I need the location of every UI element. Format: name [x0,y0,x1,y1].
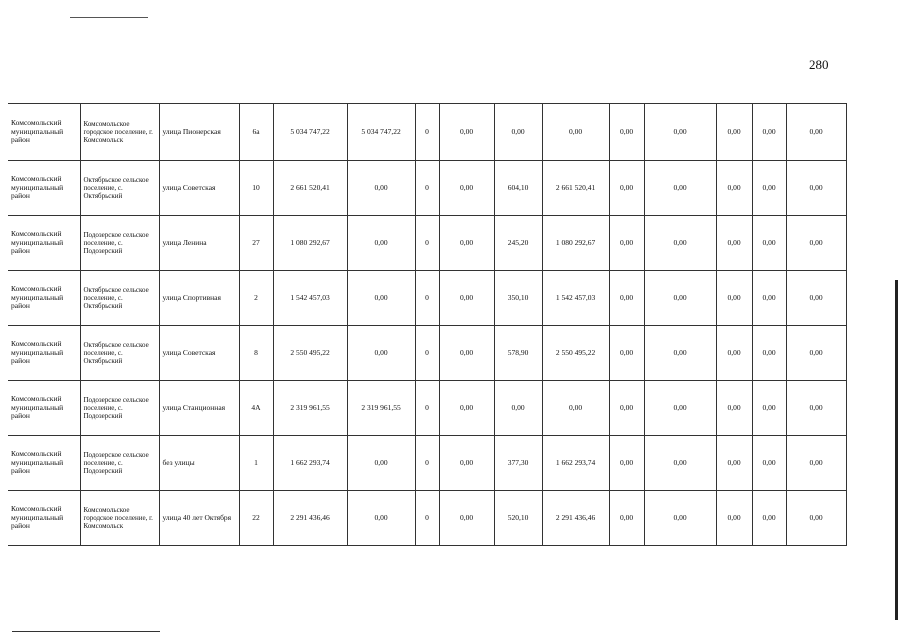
value-cell: 0,00 [439,271,494,326]
value-cell: 0,00 [609,271,644,326]
house-number-cell: 10 [239,161,273,216]
district-cell: Комсомольский муниципальный район [8,216,80,271]
value-cell: 0,00 [752,381,786,436]
value-cell: 0,00 [752,104,786,161]
value-cell: 0,00 [439,216,494,271]
value-cell: 0,00 [752,216,786,271]
value-cell: 0,00 [786,161,846,216]
value-cell: 0,00 [439,326,494,381]
value-cell: 0,00 [439,161,494,216]
value-cell: 0,00 [786,326,846,381]
value-cell: 0,00 [644,491,716,546]
value-cell: 0,00 [644,104,716,161]
value-cell: 0,00 [644,381,716,436]
value-cell: 0,00 [609,216,644,271]
house-number-cell: 6а [239,104,273,161]
value-cell: 0,00 [347,436,415,491]
street-cell: улица Советская [159,161,239,216]
street-cell: улица Спортивная [159,271,239,326]
value-cell: 0,00 [609,436,644,491]
value-cell: 0,00 [347,161,415,216]
value-cell: 0,00 [716,161,752,216]
value-cell: 0,00 [644,271,716,326]
table-row [8,161,846,216]
value-cell: 0 [415,326,439,381]
house-number-cell: 27 [239,216,273,271]
value-cell: 2 291 436,46 [273,491,347,546]
value-cell: 2 319 961,55 [347,381,415,436]
settlement-cell: Комсомольское городское поселение, г. Комсомольск [80,104,159,161]
value-cell: 0,00 [609,104,644,161]
value-cell: 0,00 [786,436,846,491]
value-cell: 0,00 [542,381,609,436]
value-cell: 0,00 [752,491,786,546]
value-cell: 0,00 [786,381,846,436]
district-cell: Комсомольский муниципальный район [8,436,80,491]
value-cell: 0,00 [786,271,846,326]
value-cell: 1 080 292,67 [542,216,609,271]
table-row [8,104,846,161]
value-cell: 0,00 [644,326,716,381]
value-cell: 0,00 [786,491,846,546]
value-cell: 0,00 [439,381,494,436]
street-cell: улица Пионерская [159,104,239,161]
settlement-cell: Октябрьское сельское поселение, с. Октябрьский [80,271,159,326]
table-row [8,216,846,271]
value-cell: 0,00 [786,216,846,271]
value-cell: 0,00 [752,271,786,326]
top-rule [70,17,148,18]
value-cell: 0,00 [644,436,716,491]
street-cell: улица Станционная [159,381,239,436]
value-cell: 0,00 [542,104,609,161]
district-cell: Комсомольский муниципальный район [8,104,80,161]
district-cell: Комсомольский муниципальный район [8,271,80,326]
value-cell: 5 034 747,22 [273,104,347,161]
street-cell: улица Ленина [159,216,239,271]
value-cell: 0,00 [644,216,716,271]
table-row [8,326,846,381]
value-cell: 0,00 [716,491,752,546]
settlement-cell: Подозерское сельское поселение, с. Подозерский [80,381,159,436]
value-cell: 0,00 [609,161,644,216]
value-cell: 0 [415,271,439,326]
value-cell: 1 080 292,67 [273,216,347,271]
value-cell: 0,00 [439,491,494,546]
value-cell: 2 550 495,22 [542,326,609,381]
value-cell: 1 542 457,03 [542,271,609,326]
value-cell: 0,00 [716,216,752,271]
value-cell: 2 319 961,55 [273,381,347,436]
table-row [8,436,846,491]
district-cell: Комсомольский муниципальный район [8,161,80,216]
value-cell: 350,10 [494,271,542,326]
value-cell: 0 [415,491,439,546]
settlement-cell: Октябрьское сельское поселение, с. Октябрьский [80,161,159,216]
value-cell: 604,10 [494,161,542,216]
value-cell: 0,00 [786,104,846,161]
table-row [8,381,846,436]
page-number: 280 [809,57,829,72]
table-row [8,271,846,326]
house-number-cell: 4А [239,381,273,436]
value-cell: 0,00 [752,326,786,381]
value-cell: 0,00 [347,326,415,381]
value-cell: 0,00 [716,104,752,161]
value-cell: 1 662 293,74 [542,436,609,491]
value-cell: 2 550 495,22 [273,326,347,381]
value-cell: 0,00 [347,271,415,326]
settlement-cell: Подозерское сельское поселение, с. Подозерский [80,216,159,271]
value-cell: 0,00 [644,161,716,216]
value-cell: 5 034 747,22 [347,104,415,161]
value-cell: 0 [415,436,439,491]
street-cell: улица Советская [159,326,239,381]
value-cell: 0,00 [752,436,786,491]
district-cell: Комсомольский муниципальный район [8,381,80,436]
street-cell: улица 40 лет Октября [159,491,239,546]
value-cell: 0 [415,381,439,436]
district-cell: Комсомольский муниципальный район [8,491,80,546]
value-cell: 0,00 [716,271,752,326]
settlement-cell: Подозерское сельское поселение, с. Подозерский [80,436,159,491]
value-cell: 520,10 [494,491,542,546]
value-cell: 0,00 [347,216,415,271]
value-cell: 0,00 [494,381,542,436]
house-number-cell: 2 [239,271,273,326]
value-cell: 0 [415,216,439,271]
value-cell: 0,00 [347,491,415,546]
value-cell: 0 [415,104,439,161]
value-cell: 0,00 [716,381,752,436]
value-cell: 245,20 [494,216,542,271]
value-cell: 0,00 [609,491,644,546]
house-number-cell: 22 [239,491,273,546]
settlement-cell: Октябрьское сельское поселение, с. Октябрьский [80,326,159,381]
value-cell: 0,00 [609,381,644,436]
street-cell: без улицы [159,436,239,491]
value-cell: 578,90 [494,326,542,381]
value-cell: 2 661 520,41 [542,161,609,216]
value-cell: 0,00 [439,104,494,161]
housing-table [8,103,847,546]
value-cell: 1 662 293,74 [273,436,347,491]
settlement-cell: Комсомольское городское поселение, г. Комсомольск [80,491,159,546]
value-cell: 0,00 [752,161,786,216]
value-cell: 377,30 [494,436,542,491]
value-cell: 0,00 [716,436,752,491]
value-cell: 0 [415,161,439,216]
value-cell: 2 291 436,46 [542,491,609,546]
right-edge-bar [895,280,898,620]
district-cell: Комсомольский муниципальный район [8,326,80,381]
house-number-cell: 1 [239,436,273,491]
value-cell: 1 542 457,03 [273,271,347,326]
bottom-rule [12,631,160,632]
value-cell: 0,00 [716,326,752,381]
value-cell: 2 661 520,41 [273,161,347,216]
house-number-cell: 8 [239,326,273,381]
value-cell: 0,00 [494,104,542,161]
table-row [8,491,846,546]
value-cell: 0,00 [439,436,494,491]
value-cell: 0,00 [609,326,644,381]
